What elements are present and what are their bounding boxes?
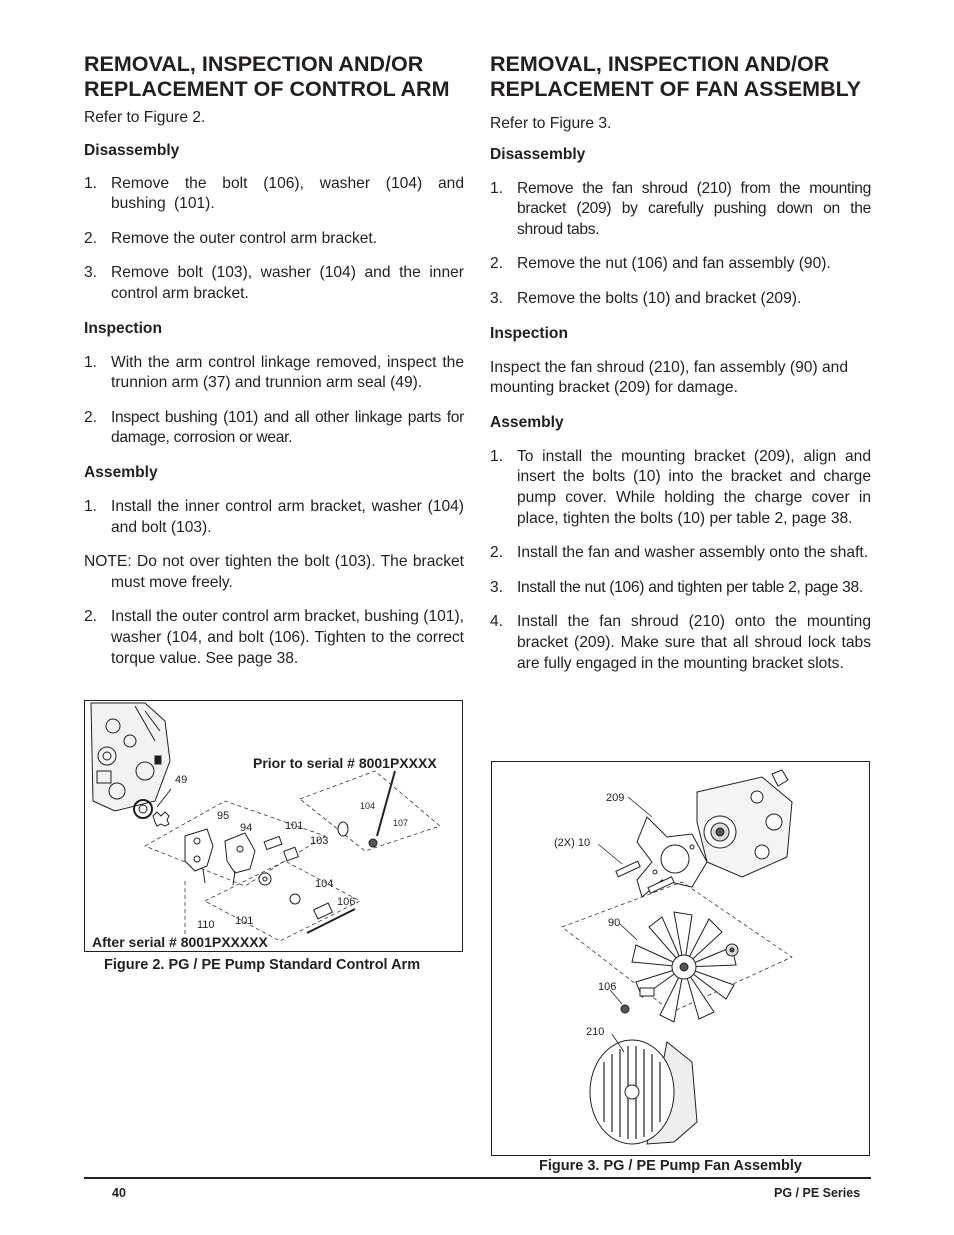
left-column: [84, 52, 464, 669]
list-item: 3. Remove the bolts (10) and bracket (209).: [490, 289, 802, 307]
list-item: 2. Install the outer control arm bracket, bushing (101), washer (104, and bolt (106). Tighten to the correct torque value. See page 38.: [84, 608, 464, 667]
list-item: 1. To install the mounting bracket (209), align and insert the bolts (10) into the bracket and charge pump cover. While holding the charge cover in place, tighten the bolts (10) per table 2, page 38.: [490, 447, 871, 527]
prior-serial-label: Prior to serial # 8001PXXXX: [253, 755, 437, 771]
list-item: 2. Remove the nut (106) and fan assembly (90).: [490, 255, 831, 273]
part-label: 110: [197, 919, 215, 931]
list-item: 1. With the arm control linkage removed, inspect the trunnion arm (37) and trunnion arm seal (49).: [84, 353, 464, 392]
part-label: 210: [586, 1026, 605, 1038]
figure-2-control-arm: [84, 700, 463, 952]
part-label: 106: [337, 896, 356, 908]
list-item: 1. Remove the bolt (106), washer (104) and bushing (101).: [84, 174, 464, 213]
figure-3-caption: Figure 3. PG / PE Pump Fan Assembly: [539, 1158, 802, 1174]
inspection-heading: Inspection: [84, 319, 162, 337]
part-label: 106: [598, 981, 617, 993]
figure-2-caption: Figure 2. PG / PE Pump Standard Control Arm: [104, 957, 421, 973]
list-item: 2. Remove the outer control arm bracket.: [84, 229, 378, 247]
part-label: 94: [240, 822, 253, 834]
list-item: 2. Install the fan and washer assembly onto the shaft.: [490, 544, 869, 562]
part-label: 101: [285, 820, 304, 832]
list-item: 1. Remove the fan shroud (210) from the mounting bracket (209) by carefully pushing down on the shroud tabs.: [490, 179, 871, 238]
fan-assembly-diagram: [492, 762, 869, 1155]
part-label: 101: [235, 915, 254, 927]
part-label: 95: [217, 810, 230, 822]
list-item: 1. Install the inner control arm bracket, washer (104) and bolt (103).: [84, 497, 464, 536]
series-name: PG / PE Series: [774, 1186, 861, 1200]
assembly-heading: Assembly: [490, 413, 564, 431]
inspection-heading: Inspection: [490, 324, 568, 342]
part-label: 104: [315, 878, 334, 890]
section-heading: REMOVAL, INSPECTION AND/OR REPLACEMENT OF CONTROL ARM: [84, 52, 450, 101]
part-label: 104: [360, 801, 376, 811]
list-item: 3. Install the nut (106) and tighten per table 2, page 38.: [490, 578, 863, 596]
part-label: 209: [606, 792, 625, 804]
disassembly-heading: Disassembly: [84, 141, 180, 159]
note-text: NOTE: Do not over tighten the bolt (103). The bracket must move freely.: [84, 553, 464, 591]
refer-text: Refer to Figure 2.: [84, 109, 206, 126]
disassembly-heading: Disassembly: [490, 145, 586, 163]
part-label: 49: [175, 774, 188, 786]
right-column: [490, 52, 871, 674]
after-serial-label: After serial # 8001PXXXXX: [92, 934, 268, 950]
part-label: (2X) 10: [554, 837, 591, 849]
footer-rule: [84, 1177, 871, 1179]
part-label: 103: [310, 835, 329, 847]
inspection-text: Inspect the fan shroud (210), fan assembly (90) and mounting bracket (209) for damage.: [490, 358, 848, 397]
part-label: 107: [393, 818, 409, 828]
control-arm-diagram: [85, 701, 462, 951]
refer-text: Refer to Figure 3.: [490, 115, 612, 132]
list-item: 4. Install the fan shroud (210) onto the mounting bracket (209). Make sure that all shroud lock tabs are fully engaged in the mounting bracket slots.: [490, 613, 871, 672]
part-label: 90: [608, 917, 621, 929]
list-item: 2. Inspect bushing (101) and all other linkage parts for damage, corrosion or wear.: [84, 408, 464, 447]
figure-3-fan-assembly: [491, 761, 870, 1156]
section-heading: REMOVAL, INSPECTION AND/OR REPLACEMENT OF FAN ASSEMBLY: [490, 52, 862, 101]
list-item: 3. Remove bolt (103), washer (104) and the inner control arm bracket.: [84, 264, 464, 302]
page-number: 40: [112, 1186, 126, 1200]
assembly-heading: Assembly: [84, 463, 158, 481]
